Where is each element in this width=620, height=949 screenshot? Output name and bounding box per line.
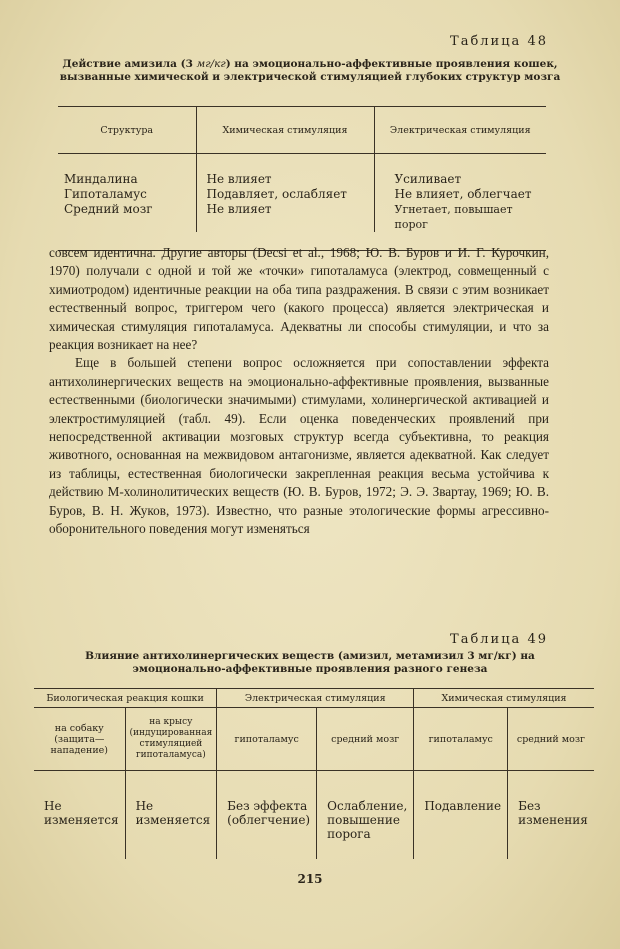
column-header: Электрическая стимуляция (374, 107, 546, 154)
table-header-row (58, 107, 546, 154)
column-header: гипоталамус (217, 708, 317, 771)
page-number: 215 (297, 872, 323, 886)
table-48-number: Таблица 48 (450, 34, 548, 49)
table-cell: Не влияет, облегчает (374, 187, 546, 202)
table-49-caption: Влияние антихолинергических веществ (амизил, метамизил 3 мг/кг) на эмоционально-аффективные проявления разного генеза (85, 650, 535, 675)
table-header-row (34, 708, 594, 771)
column-group-header: Химическая стимуляция (414, 689, 594, 708)
table-group-header-row (34, 689, 594, 708)
caption-text: Действие амизила (3 (62, 58, 197, 70)
table-49-number: Таблица 49 (450, 632, 548, 647)
table-row (34, 771, 594, 860)
table-cell: Подавление (414, 771, 508, 860)
column-group-header: Электрическая стимуляция (217, 689, 414, 708)
table-cell: Не изменяется (125, 771, 217, 860)
column-header: Химическая стимуляция (196, 107, 374, 154)
caption-unit: мг/кг (196, 58, 226, 70)
paragraph: совсем идентична. Другие авторы (Decsi et al., 1968; Ю. В. Буров и И. Г. Курочкин, 1970) получали с одной и той же «точки» гипоталамуса (электрод, совмещенный с химиотродом) идентичные реакции на оба типа раздражения. В связи с этим возникает естественный вопрос, триггером чего (какого процесса) является электрическая и химическая стимуляция гипоталамуса. Адекватны ли способы стимуляции, и что за реакция возникает на нее? (49, 245, 549, 353)
column-group-header: Биологическая реакция кошки (34, 689, 217, 708)
table-row (58, 154, 546, 188)
column-header: Структура (100, 124, 154, 136)
table-cell: Ослабление, повышение порога (317, 771, 414, 860)
table-48-caption (40, 58, 580, 84)
table-cell: Средний мозг (64, 202, 153, 216)
body-text (49, 244, 549, 539)
table-cell: Угнетает, повышает порог (374, 202, 546, 232)
paragraph: Еще в большей степени вопрос осложняется при сопоставлении эффекта антихолинергических веществ на эмоционально-аффективные проявления, вызванные естественными (биологически значимыми) стимулами, холинергической активацией и электростимуляцией (табл. 49). Если оценка поведенческих проявлений при непосредственной активации мозговых структур всегда субъективна, то реакция животного, основанная на межвидовом антагонизме, является адекватной. Как следует из таблицы, естественная биологически закрепленная реакция весьма устойчива к действию М-холинолитических веществ (Ю. В. Буров, 1972; Э. Э. Звартау, 1969; Ю. В. Буров, В. Н. Жуков, 1973). Известно, что разные этологические формы агрессивно-оборонительного поведения могут изменяться (49, 355, 549, 537)
table-cell: Не влияет (196, 154, 374, 188)
table-cell: Гипоталамус (64, 187, 147, 201)
table-cell: Подавляет, ослабляет (196, 187, 374, 202)
table-cell: Не влияет (196, 202, 374, 232)
table-49 (34, 688, 594, 859)
table-row (58, 187, 546, 202)
table-cell: Без изменения (508, 771, 594, 860)
table-cell: Усиливает (374, 154, 546, 188)
table-row (58, 202, 546, 232)
column-header: гипоталамус (414, 708, 508, 771)
column-header: на собаку (защита—нападение) (50, 722, 109, 756)
column-header: средний мозг (508, 708, 594, 771)
column-header: на крысу (индуцированная стимуляцией гипоталамуса) (125, 708, 217, 771)
column-header: средний мозг (317, 708, 414, 771)
table-48 (58, 106, 546, 251)
caption-text: ) на эмоционально-аффективные проявления кошек, вызванные химической и электрической стимуляцией глубоких структур мозга (59, 58, 561, 83)
table-cell: Миндалина (64, 172, 138, 186)
table-cell: Не изменяется (44, 799, 119, 827)
table-cell: Без эффекта (облегчение) (217, 771, 317, 860)
